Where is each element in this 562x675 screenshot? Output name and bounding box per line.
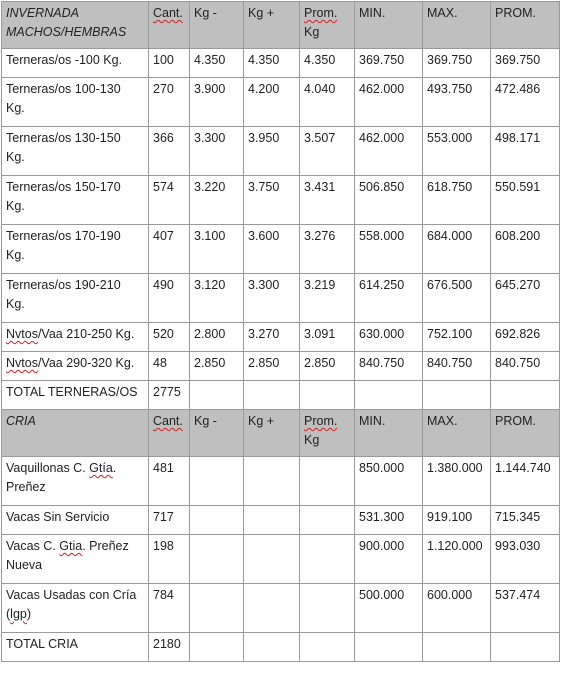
empty-cell xyxy=(244,506,300,535)
row-category xyxy=(2,584,149,633)
empty-cell xyxy=(491,381,560,410)
row-min: 840.750 xyxy=(355,352,423,381)
header-max: MAX. xyxy=(423,2,491,49)
row-category-line1 xyxy=(6,537,144,556)
header-category-cria: CRIA xyxy=(2,410,149,457)
header-cant xyxy=(149,410,190,457)
table-row xyxy=(2,274,560,323)
empty-cell xyxy=(300,633,355,662)
row-prom: 537.474 xyxy=(491,584,560,633)
row-category-pre: Vacas C. xyxy=(6,539,60,553)
row-category-line1: Terneras/os 190-210 xyxy=(6,278,121,292)
row-category xyxy=(2,457,149,506)
row-category-line1: Terneras/os 100-130 xyxy=(6,82,121,96)
empty-cell xyxy=(355,633,423,662)
header-title-line1: INVERNADA xyxy=(6,6,79,20)
row-category-line2: Kg. xyxy=(6,248,25,262)
row-prom: 1.144.740 xyxy=(491,457,560,506)
row-cant: 366 xyxy=(149,127,190,176)
header-prom-kg xyxy=(300,2,355,49)
row-prom-kg: 2.850 xyxy=(300,352,355,381)
empty-cell xyxy=(244,457,300,506)
row-prom-kg: 3.219 xyxy=(300,274,355,323)
table-row xyxy=(2,323,560,352)
header-prom-kg-line2: Kg xyxy=(304,25,320,39)
header-kg-max: Kg + xyxy=(244,2,300,49)
header-min: MIN. xyxy=(355,2,423,49)
row-min: 369.750 xyxy=(355,49,423,78)
table-row xyxy=(2,535,560,584)
empty-cell xyxy=(300,535,355,584)
row-kg-min: 3.300 xyxy=(190,127,244,176)
empty-cell xyxy=(300,506,355,535)
row-prom-kg: 3.276 xyxy=(300,225,355,274)
empty-cell xyxy=(423,381,491,410)
row-category: Vacas Sin Servicio xyxy=(2,506,149,535)
row-min: 900.000 xyxy=(355,535,423,584)
total-row-cria xyxy=(2,633,560,662)
livestock-price-table xyxy=(1,1,560,662)
row-prom: 369.750 xyxy=(491,49,560,78)
row-category-b-post: ) xyxy=(26,607,32,621)
row-max: 618.750 xyxy=(423,176,491,225)
row-min: 462.000 xyxy=(355,78,423,127)
empty-cell xyxy=(190,457,244,506)
row-cant: 717 xyxy=(149,506,190,535)
row-category xyxy=(2,176,149,225)
row-kg-max: 3.950 xyxy=(244,127,300,176)
empty-cell xyxy=(300,584,355,633)
row-min: 630.000 xyxy=(355,323,423,352)
header-prom-kg xyxy=(300,410,355,457)
row-prom-kg: 4.040 xyxy=(300,78,355,127)
empty-cell xyxy=(355,381,423,410)
row-cant: 198 xyxy=(149,535,190,584)
row-cant: 481 xyxy=(149,457,190,506)
row-prom: 715.345 xyxy=(491,506,560,535)
row-category-word: Gtía xyxy=(89,461,113,475)
empty-cell xyxy=(244,381,300,410)
header-category-invernada xyxy=(2,2,149,49)
row-max: 1.120.000 xyxy=(423,535,491,584)
row-min: 462.000 xyxy=(355,127,423,176)
row-min: 850.000 xyxy=(355,457,423,506)
row-prom: 498.171 xyxy=(491,127,560,176)
row-max: 1.380.000 xyxy=(423,457,491,506)
row-prom: 645.270 xyxy=(491,274,560,323)
header-title-line2: MACHOS/HEMBRAS xyxy=(6,25,127,39)
row-category-word: Gtia xyxy=(59,539,83,553)
row-prom: 840.750 xyxy=(491,352,560,381)
row-category-line2: Kg. xyxy=(6,150,25,164)
header-cant-label: Cant. xyxy=(153,414,183,428)
row-category xyxy=(2,127,149,176)
row-kg-max: 3.750 xyxy=(244,176,300,225)
row-category-word: Nvtos xyxy=(6,356,38,370)
row-category xyxy=(2,78,149,127)
header-kg-min: Kg - xyxy=(190,2,244,49)
row-category-line2: Kg. xyxy=(6,297,25,311)
empty-cell xyxy=(244,584,300,633)
row-category-word: Nvtos xyxy=(6,327,38,341)
row-category-line1: Terneras/os 130-150 xyxy=(6,131,121,145)
table-row xyxy=(2,506,560,535)
row-kg-max: 4.350 xyxy=(244,49,300,78)
empty-cell xyxy=(423,633,491,662)
row-cant: 784 xyxy=(149,584,190,633)
table-row xyxy=(2,49,560,78)
row-prom-kg: 3.091 xyxy=(300,323,355,352)
row-category-line1: Terneras/os 150-170 xyxy=(6,180,121,194)
row-category xyxy=(2,535,149,584)
table-row xyxy=(2,127,560,176)
row-prom: 550.591 xyxy=(491,176,560,225)
row-category-pre: Vaquillonas C. xyxy=(6,461,90,475)
empty-cell xyxy=(244,633,300,662)
row-category-rest: /Vaa 210-250 Kg. xyxy=(37,327,135,341)
header-kg-min: Kg - xyxy=(190,410,244,457)
header-kg-max: Kg + xyxy=(244,410,300,457)
empty-cell xyxy=(491,633,560,662)
header-cant-label: Cant. xyxy=(153,6,183,20)
row-category-b-word: lgp xyxy=(10,607,27,621)
row-max: 752.100 xyxy=(423,323,491,352)
row-min: 531.300 xyxy=(355,506,423,535)
empty-cell xyxy=(190,584,244,633)
row-prom: 692.826 xyxy=(491,323,560,352)
row-kg-max: 2.850 xyxy=(244,352,300,381)
total-cant: 2775 xyxy=(149,381,190,410)
row-cant: 574 xyxy=(149,176,190,225)
table-row xyxy=(2,457,560,506)
empty-cell xyxy=(300,457,355,506)
row-cant: 270 xyxy=(149,78,190,127)
row-kg-min: 3.120 xyxy=(190,274,244,323)
row-prom: 993.030 xyxy=(491,535,560,584)
row-category-line1: Terneras/os 170-190 xyxy=(6,229,121,243)
total-cant: 2180 xyxy=(149,633,190,662)
row-category-rest: /Vaa 290-320 Kg. xyxy=(37,356,135,370)
header-row-invernada xyxy=(2,2,560,49)
row-kg-min: 3.220 xyxy=(190,176,244,225)
row-category xyxy=(2,323,149,352)
row-prom: 608.200 xyxy=(491,225,560,274)
header-row-cria xyxy=(2,410,560,457)
row-cant: 407 xyxy=(149,225,190,274)
row-category-line2: Preñez xyxy=(6,480,46,494)
row-max: 676.500 xyxy=(423,274,491,323)
row-max: 684.000 xyxy=(423,225,491,274)
header-min: MIN. xyxy=(355,410,423,457)
header-max: MAX. xyxy=(423,410,491,457)
header-prom-kg-line2: Kg xyxy=(304,433,320,447)
row-category-line2: Nueva xyxy=(6,558,43,572)
header-cant xyxy=(149,2,190,49)
row-category xyxy=(2,274,149,323)
total-label: TOTAL CRIA xyxy=(2,633,149,662)
row-kg-min: 3.900 xyxy=(190,78,244,127)
table-row xyxy=(2,584,560,633)
row-prom-kg: 3.431 xyxy=(300,176,355,225)
row-max: 840.750 xyxy=(423,352,491,381)
row-kg-min: 2.850 xyxy=(190,352,244,381)
table-row xyxy=(2,78,560,127)
row-kg-min: 4.350 xyxy=(190,49,244,78)
row-max: 919.100 xyxy=(423,506,491,535)
empty-cell xyxy=(190,535,244,584)
empty-cell xyxy=(190,633,244,662)
row-kg-max: 3.600 xyxy=(244,225,300,274)
row-cant: 48 xyxy=(149,352,190,381)
row-min: 614.250 xyxy=(355,274,423,323)
row-max: 369.750 xyxy=(423,49,491,78)
row-max: 553.000 xyxy=(423,127,491,176)
header-prom: PROM. xyxy=(491,2,560,49)
row-kg-max: 3.300 xyxy=(244,274,300,323)
row-prom-kg: 3.507 xyxy=(300,127,355,176)
empty-cell xyxy=(244,535,300,584)
row-min: 558.000 xyxy=(355,225,423,274)
row-max: 493.750 xyxy=(423,78,491,127)
empty-cell xyxy=(190,381,244,410)
row-category-post: . xyxy=(112,461,117,475)
table-row xyxy=(2,352,560,381)
row-category xyxy=(2,225,149,274)
row-kg-max: 3.270 xyxy=(244,323,300,352)
table-row xyxy=(2,176,560,225)
row-cant: 100 xyxy=(149,49,190,78)
row-category-line2 xyxy=(6,605,144,624)
row-category: Terneras/os -100 Kg. xyxy=(2,49,149,78)
total-label: TOTAL TERNERAS/OS xyxy=(2,381,149,410)
empty-cell xyxy=(190,506,244,535)
header-prom-kg-line1: Prom. xyxy=(304,414,338,428)
row-kg-min: 2.800 xyxy=(190,323,244,352)
empty-cell xyxy=(300,381,355,410)
row-category-line1: Vacas Usadas con Cría xyxy=(6,588,137,602)
row-max: 600.000 xyxy=(423,584,491,633)
total-row-terneras xyxy=(2,381,560,410)
table-row xyxy=(2,225,560,274)
row-category-post: . Preñez xyxy=(82,539,129,553)
row-min: 506.850 xyxy=(355,176,423,225)
row-category-line1 xyxy=(6,459,144,478)
row-prom: 472.486 xyxy=(491,78,560,127)
row-category-b-pre: ( xyxy=(6,607,11,621)
row-category xyxy=(2,352,149,381)
row-min: 500.000 xyxy=(355,584,423,633)
row-kg-min: 3.100 xyxy=(190,225,244,274)
row-cant: 520 xyxy=(149,323,190,352)
row-prom-kg: 4.350 xyxy=(300,49,355,78)
row-category-line2: Kg. xyxy=(6,199,25,213)
header-prom: PROM. xyxy=(491,410,560,457)
row-kg-max: 4.200 xyxy=(244,78,300,127)
header-prom-kg-line1: Prom. xyxy=(304,6,338,20)
row-cant: 490 xyxy=(149,274,190,323)
row-category-line2: Kg. xyxy=(6,101,25,115)
